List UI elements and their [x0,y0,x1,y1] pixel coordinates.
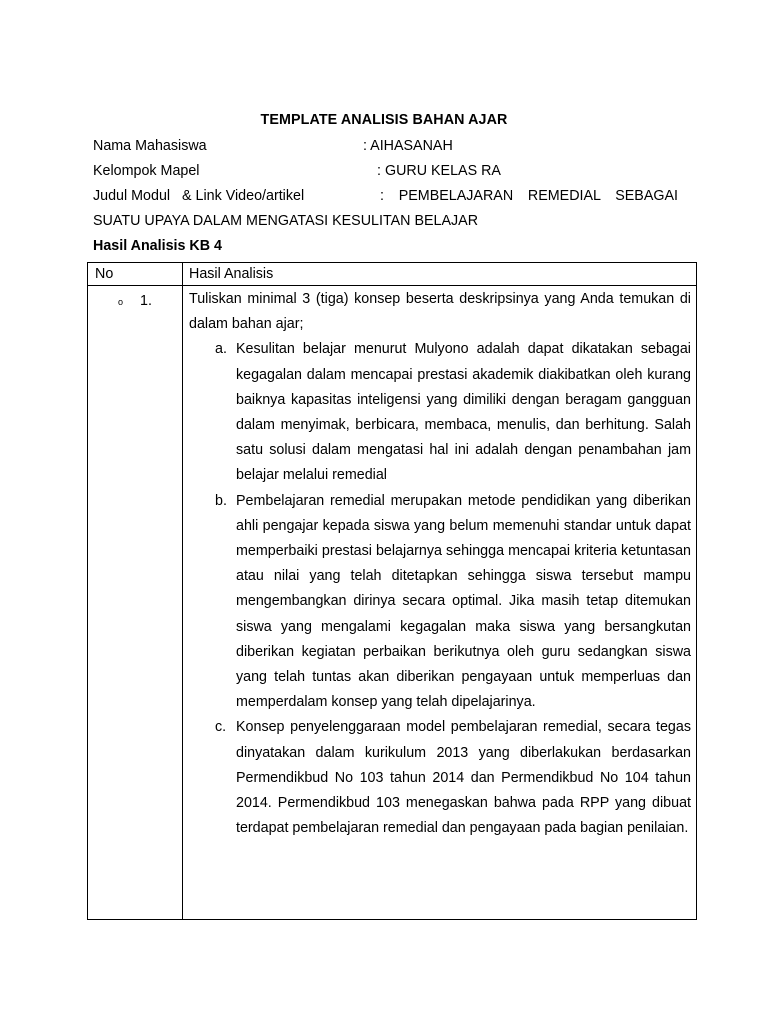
list-item [189,337,691,488]
row-bullet-icon: o [118,297,124,307]
list-item-text: Kesulitan belajar menurut Mulyono adalah dapat dikatakan sebagai kegagalan dalam mencapai prestasi akademik diakibatkan oleh kurang baiknya kapasitas inteligensi yang dimiliki dengan beragam gangguan dalam menyimak, berbicara, membaca, menulis, dan berhitung. Salah satu solusi dalam mengatasi hal ini adalah dengan penambahan jam belajar melalui remedial [236,341,691,484]
list-item [189,715,691,841]
list-marker: b. [215,492,227,509]
field-label: Kelompok Mapel [93,163,200,179]
analysis-table [87,262,697,920]
header-divider [88,285,696,286]
field-judul-continuation: SUATU UPAYA DALAM MENGATASI KESULITAN BELAJAR [93,213,479,229]
question-text: Tuliskan minimal 3 (tiga) konsep beserta deskripsinya yang Anda temukan di dalam bahan ajar; [189,291,691,333]
page-title: TEMPLATE ANALISIS BAHAN AJAR [260,112,508,128]
field-nama-mahasiswa [93,136,678,156]
field-value: : GURU KELAS RA [377,163,501,179]
row-number: 1. [140,293,152,309]
list-item-text: Konsep penyelenggaraan model pembelajaran remedial, secara tegas dinyatakan dalam kurikulum 2013 yang diberlakukan berdasarkan Permendikbud No 103 tahun 2014 dan Permendikbud No 104 tahun 2014. Permendikbud 103 menegaskan bahwa pada RPP yang dibuat terdapat pembelajaran remedial dan pengayaan pada bagian penilaian. [236,719,691,837]
section-heading: Hasil Analisis KB 4 [93,238,222,254]
field-label: Nama Mahasiswa [93,138,207,154]
field-label: Judul Modul & Link Video/artikel [93,188,305,204]
field-value: : AIHASANAH [363,138,453,154]
header-hasil-analisis: Hasil Analisis [189,266,274,282]
concept-list [189,337,691,841]
list-item-text: Pembelajaran remedial merupakan metode pendidikan yang diberikan ahli pengajar kepada siswa yang belum memenuhi standar untuk dapat memperbaiki prestasi belajarnya sehingga mencapai kriteria ketuntasan atau nilai yang telah ditetapkan sehingga siswa tersebut mampu mengembangkan dirinya secara optimal. Jika masih tetap ditemukan siswa yang mengalami kegagalan maka siswa yang bersangkutan diberikan kegiatan perbaikan berikutnya oleh guru sedangkan siswa yang telah tuntas akan diberikan pengayaan untuk memperluas dan memperdalam konsep yang telah dipelajarinya. [236,492,691,711]
column-divider [182,263,183,919]
list-marker: a. [215,341,227,358]
list-item [189,489,691,716]
list-marker: c. [215,719,227,736]
header-no: No [95,266,114,282]
field-kelompok-mapel [93,161,678,181]
field-value: : PEMBELAJARAN REMEDIAL SEBAGAI [380,188,678,204]
field-judul-modul [93,186,678,206]
table-row [189,287,691,841]
